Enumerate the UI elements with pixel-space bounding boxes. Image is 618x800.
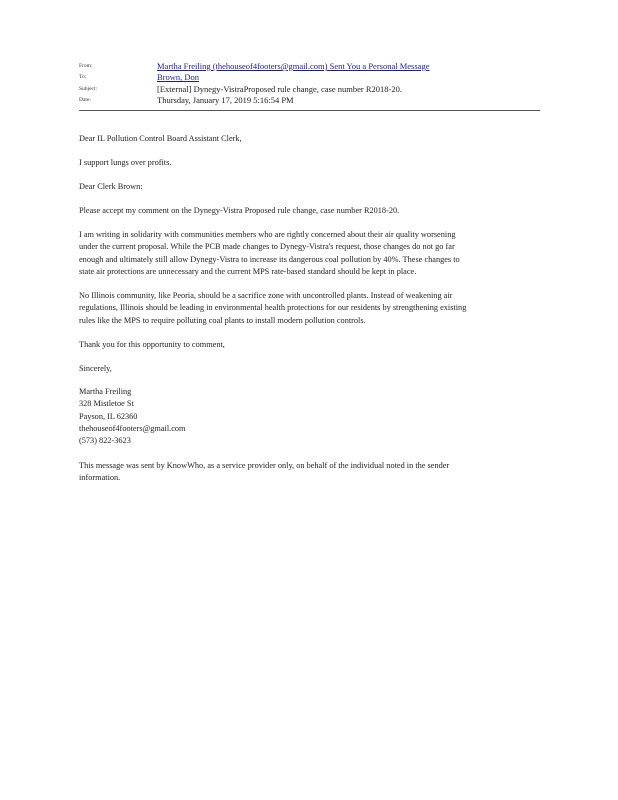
accept-comment: Please accept my comment on the Dynegy-Vistra Proposed rule change, case number R2018-20. — [79, 206, 400, 215]
from-value-link[interactable]: Martha Freiling (thehouseof4footers@gmail.com) Sent You a Personal Message — [157, 61, 430, 71]
paragraph-line: state air protections are unnecessary and the current MPS rate-based standard should be kept in place. — [79, 266, 417, 276]
subject-label: Subject: — [79, 86, 98, 92]
signature-street: 328 Mistletoe St — [79, 399, 134, 409]
to-label: To: — [79, 74, 87, 80]
paragraph-line: regulations, Illinois should be leading in environmental health protections for our residents by strengthening existing — [79, 303, 467, 313]
date-value: Thursday, January 17, 2019 5:16:54 PM — [157, 95, 294, 105]
signature-city: Payson, IL 62360 — [79, 411, 138, 421]
salutation-board: Dear IL Pollution Control Board Assistant Clerk, — [79, 134, 242, 143]
paragraph-line: rules like the MPS to require polluting coal plants to install modern pollution controls. — [79, 315, 366, 325]
from-label: From: — [79, 63, 93, 69]
header-divider — [79, 110, 540, 111]
paragraph-line: under the current proposal. While the PCB made changes to Dynegy-Vistra's request, those changes do not go far — [79, 242, 455, 252]
paragraph-line: I am writing in solidarity with communities members who are rightly concerned about their air quality worsening — [79, 230, 456, 239]
signature-name: Martha Freiling — [79, 387, 132, 396]
thanks-line: Thank you for this opportunity to comment, — [79, 340, 225, 349]
disclaimer-line: information. — [79, 473, 121, 483]
signature-phone: (573) 822-3623 — [79, 436, 131, 446]
paragraph-illinois — [79, 290, 529, 327]
paragraph-line: No Illinois community, like Peoria, should be a sacrifice zone with uncontrolled plants. Instead of weakening air — [79, 291, 453, 300]
date-label: Date: — [79, 97, 91, 103]
support-line: I support lungs over profits. — [79, 158, 172, 167]
paragraph-line: enough and ultimately still allow Dynegy-Vistra to increase its dangerous coal pollution by 40%. These changes to — [79, 254, 460, 264]
closing: Sincerely, — [79, 364, 112, 373]
to-value-link[interactable]: Brown, Don — [157, 72, 200, 82]
disclaimer — [79, 460, 529, 485]
signature-block — [79, 386, 529, 447]
disclaimer-line: This message was sent by KnowWho, as a service provider only, on behalf of the individual noted in the sender — [79, 461, 450, 470]
paragraph-solidarity — [79, 229, 529, 278]
subject-value: [External] Dynegy-VistraProposed rule change, case number R2018-20. — [157, 84, 402, 94]
salutation-clerk: Dear Clerk Brown: — [79, 182, 143, 191]
signature-email: thehouseof4footers@gmail.com — [79, 423, 186, 433]
